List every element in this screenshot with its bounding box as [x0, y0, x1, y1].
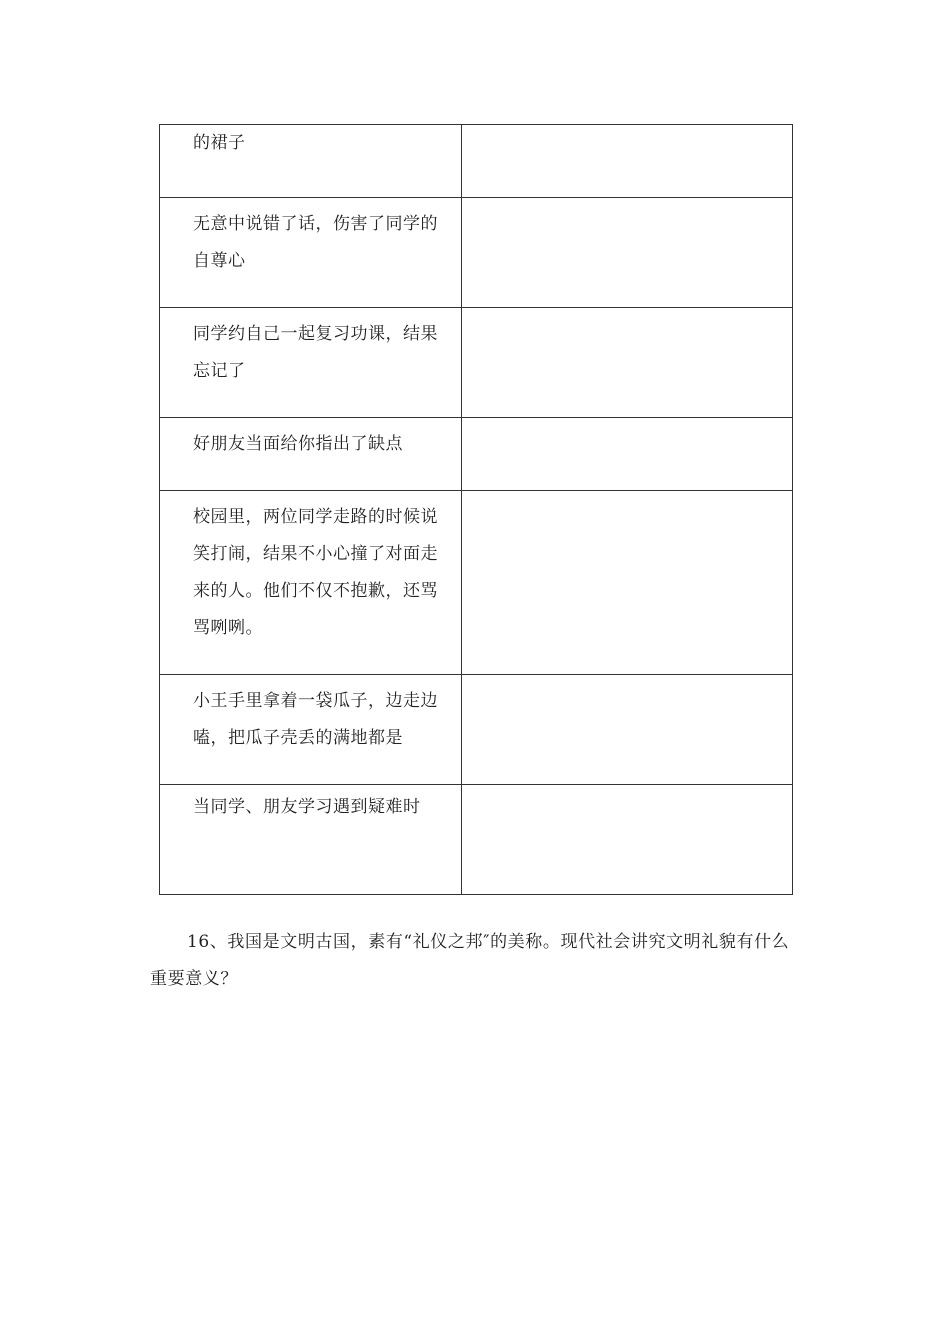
answer-text [462, 125, 792, 133]
scenario-text: 当同学、朋友学习遇到疑难时 [193, 797, 421, 817]
answer-cell[interactable] [462, 491, 793, 675]
scenario-cell [160, 308, 462, 418]
table-row [160, 198, 793, 308]
answer-text [462, 198, 792, 206]
scenario-cell [160, 125, 462, 198]
answer-text [462, 308, 792, 316]
answer-text [462, 491, 792, 499]
scenario-table [159, 124, 793, 895]
scenario-cell [160, 491, 462, 675]
table-row [160, 418, 793, 491]
answer-cell[interactable] [462, 198, 793, 308]
scenario-cell [160, 785, 462, 895]
table-row [160, 785, 793, 895]
table-row [160, 675, 793, 785]
answer-cell[interactable] [462, 785, 793, 895]
answer-cell[interactable] [462, 308, 793, 418]
question-16: 16、我国是文明古国，素有“礼仪之邦″的美称。现代社会讲究文明礼貌有什么重要意义？ [150, 932, 790, 989]
scenario-text: 校园里，两位同学走路的时候说笑打闹，结果不小心撞了对面走来的人。他们不仅不抱歉，还骂骂咧咧。 [193, 507, 438, 638]
scenario-text: 无意中说错了话，伤害了同学的自尊心 [193, 214, 438, 271]
scenario-cell [160, 198, 462, 308]
answer-cell[interactable] [462, 418, 793, 491]
scenario-text: 的裙子 [193, 133, 246, 153]
answer-text [462, 675, 792, 683]
scenario-text: 同学约自己一起复习功课，结果忘记了 [193, 324, 438, 381]
answer-cell[interactable] [462, 675, 793, 785]
answer-text [462, 785, 792, 793]
scenario-text: 小王手里拿着一袋瓜子，边走边嗑，把瓜子壳丢的满地都是 [193, 691, 438, 748]
answer-cell[interactable] [462, 125, 793, 198]
table-row [160, 125, 793, 198]
answer-text [462, 418, 792, 426]
scenario-cell [160, 675, 462, 785]
scenario-cell [160, 418, 462, 491]
table-row [160, 308, 793, 418]
table-row [160, 491, 793, 675]
scenario-text: 好朋友当面给你指出了缺点 [193, 434, 403, 454]
